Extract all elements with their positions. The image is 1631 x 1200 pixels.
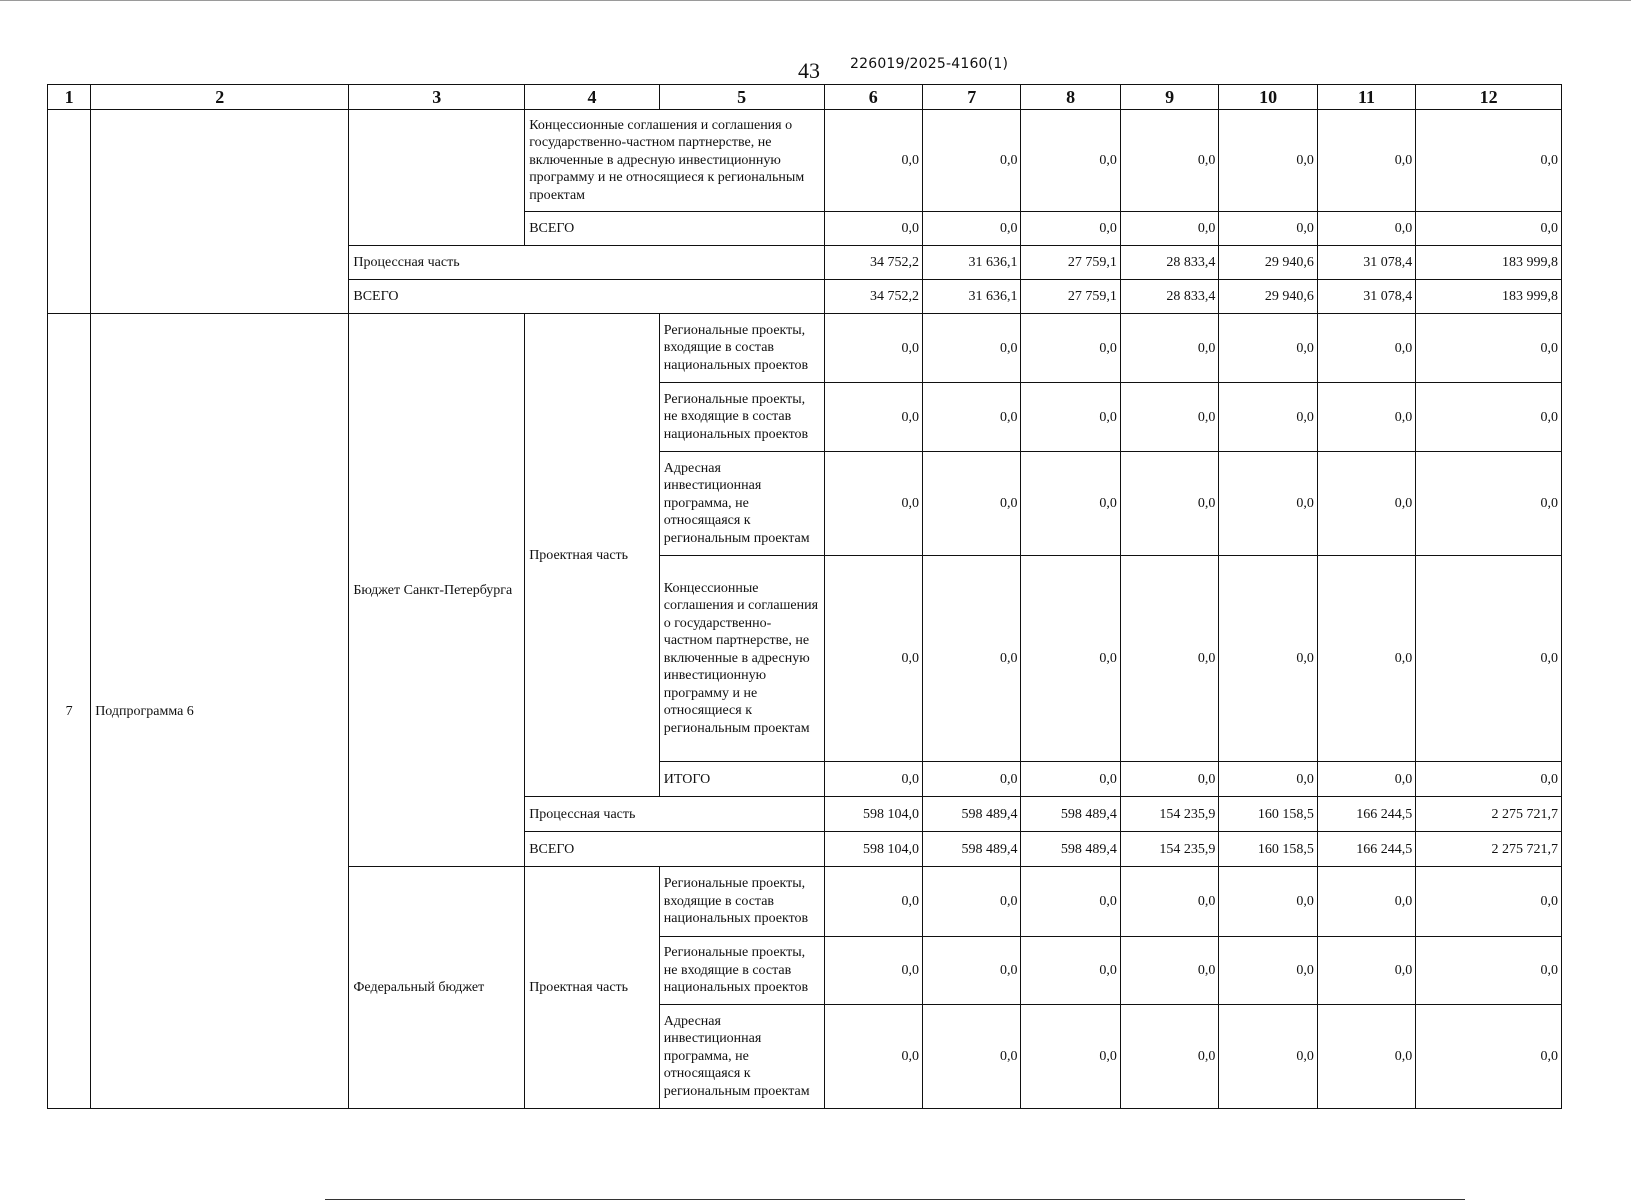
value-cell: 0,0: [824, 314, 922, 383]
value-cell: 0,0: [1317, 937, 1415, 1005]
value-cell: 0,0: [1416, 556, 1562, 762]
table-body: [48, 85, 1562, 1109]
header-cell: 7: [923, 85, 1021, 110]
project-part-label: Проектная часть: [525, 314, 660, 797]
value-cell: 0,0: [1317, 556, 1415, 762]
value-cell: 0,0: [1416, 762, 1562, 797]
value-cell: 0,0: [1120, 314, 1218, 383]
value-cell: 0,0: [1021, 452, 1120, 556]
table-row: [48, 110, 1562, 212]
row-name-cell: [91, 110, 349, 314]
value-cell: 0,0: [923, 867, 1021, 937]
value-cell: 0,0: [824, 937, 922, 1005]
value-cell: 154 235,9: [1120, 797, 1218, 832]
value-cell: 2 275 721,7: [1416, 797, 1562, 832]
row-label: Адресная инвестиционная программа, не относящаяся к региональным проектам: [659, 1005, 824, 1109]
row-label: Концессионные соглашения и соглашения о государственно-частном партнерстве, не включенные в адресную инвестиционную программу и не относящиеся к региональным проектам: [659, 556, 824, 762]
document-id: 226019/2025-4160(1): [850, 56, 1009, 72]
value-cell: 598 104,0: [824, 832, 922, 867]
value-cell: 0,0: [1219, 314, 1317, 383]
value-cell: 0,0: [923, 452, 1021, 556]
value-cell: 160 158,5: [1219, 797, 1317, 832]
row-label: ВСЕГО: [349, 280, 824, 314]
value-cell: 27 759,1: [1021, 280, 1120, 314]
value-cell: 160 158,5: [1219, 832, 1317, 867]
value-cell: 0,0: [1317, 383, 1415, 452]
value-cell: 0,0: [1120, 867, 1218, 937]
row-label: Региональные проекты, входящие в состав национальных проектов: [659, 867, 824, 937]
value-cell: 166 244,5: [1317, 832, 1415, 867]
row-label: ИТОГО: [659, 762, 824, 797]
value-cell: 0,0: [923, 556, 1021, 762]
header-cell: 11: [1317, 85, 1415, 110]
value-cell: 183 999,8: [1416, 246, 1562, 280]
value-cell: 0,0: [1416, 110, 1562, 212]
header-cell: 1: [48, 85, 91, 110]
value-cell: 34 752,2: [824, 280, 922, 314]
value-cell: 0,0: [923, 110, 1021, 212]
value-cell: 0,0: [1021, 762, 1120, 797]
value-cell: 0,0: [1416, 452, 1562, 556]
value-cell: 0,0: [1219, 110, 1317, 212]
header-row: [48, 85, 1562, 110]
top-rule: [0, 0, 1631, 1]
value-cell: 166 244,5: [1317, 797, 1415, 832]
value-cell: 0,0: [1021, 110, 1120, 212]
value-cell: 0,0: [1021, 867, 1120, 937]
value-cell: 0,0: [1416, 867, 1562, 937]
value-cell: 2 275 721,7: [1416, 832, 1562, 867]
value-cell: 0,0: [1120, 762, 1218, 797]
header-cell: 8: [1021, 85, 1120, 110]
value-cell: 31 636,1: [923, 280, 1021, 314]
value-cell: 0,0: [1120, 937, 1218, 1005]
subprogram-name: Подпрограмма 6: [91, 314, 349, 1109]
budget-source: Федеральный бюджет: [349, 867, 525, 1109]
header-cell: 9: [1120, 85, 1218, 110]
value-cell: 598 489,4: [1021, 832, 1120, 867]
budget-source: Бюджет Санкт-Петербурга: [349, 314, 525, 867]
row-number-cell: [48, 110, 91, 314]
value-cell: 0,0: [1021, 383, 1120, 452]
value-cell: 0,0: [923, 762, 1021, 797]
row-number-cell: 7: [48, 314, 91, 1109]
value-cell: 0,0: [1021, 1005, 1120, 1109]
value-cell: 0,0: [923, 212, 1021, 246]
value-cell: 0,0: [824, 452, 922, 556]
row-label: Региональные проекты, не входящие в состав национальных проектов: [659, 937, 824, 1005]
value-cell: 0,0: [1021, 212, 1120, 246]
header-cell: 10: [1219, 85, 1317, 110]
value-cell: 183 999,8: [1416, 280, 1562, 314]
row-label: Процессная часть: [349, 246, 824, 280]
project-part-label: Проектная часть: [525, 867, 660, 1109]
row-label: Региональные проекты, не входящие в состав национальных проектов: [659, 383, 824, 452]
value-cell: 0,0: [1120, 556, 1218, 762]
value-cell: 0,0: [824, 212, 922, 246]
value-cell: 0,0: [1021, 937, 1120, 1005]
value-cell: 31 078,4: [1317, 280, 1415, 314]
value-cell: 598 489,4: [923, 797, 1021, 832]
row-label: Концессионные соглашения и соглашения о государственно-частном партнерстве, не включенные в адресную инвестиционную программу и не относящиеся к региональным проектам: [525, 110, 824, 212]
value-cell: 0,0: [1317, 762, 1415, 797]
value-cell: 0,0: [923, 1005, 1021, 1109]
value-cell: 0,0: [1021, 556, 1120, 762]
value-cell: 0,0: [1317, 110, 1415, 212]
value-cell: 0,0: [1416, 1005, 1562, 1109]
value-cell: 0,0: [1120, 452, 1218, 556]
value-cell: 0,0: [1219, 212, 1317, 246]
value-cell: 0,0: [1219, 383, 1317, 452]
header-cell: 6: [824, 85, 922, 110]
value-cell: 0,0: [1219, 556, 1317, 762]
value-cell: 0,0: [1416, 212, 1562, 246]
header-cell: 3: [349, 85, 525, 110]
value-cell: 28 833,4: [1120, 280, 1218, 314]
value-cell: 598 104,0: [824, 797, 922, 832]
budget-cell: [349, 110, 525, 246]
budget-table: [47, 84, 1562, 1109]
value-cell: 0,0: [1219, 867, 1317, 937]
value-cell: 0,0: [1219, 452, 1317, 556]
header-cell: 12: [1416, 85, 1562, 110]
value-cell: 0,0: [1317, 867, 1415, 937]
value-cell: 31 078,4: [1317, 246, 1415, 280]
value-cell: 0,0: [923, 383, 1021, 452]
value-cell: 598 489,4: [1021, 797, 1120, 832]
row-label: Процессная часть: [525, 797, 824, 832]
page-number: 43: [798, 58, 820, 83]
value-cell: 29 940,6: [1219, 280, 1317, 314]
value-cell: 0,0: [1317, 1005, 1415, 1109]
header-cell: 4: [525, 85, 660, 110]
row-label: Адресная инвестиционная программа, не относящаяся к региональным проектам: [659, 452, 824, 556]
value-cell: 154 235,9: [1120, 832, 1218, 867]
value-cell: 0,0: [824, 867, 922, 937]
value-cell: 0,0: [824, 383, 922, 452]
value-cell: 27 759,1: [1021, 246, 1120, 280]
value-cell: 28 833,4: [1120, 246, 1218, 280]
value-cell: 29 940,6: [1219, 246, 1317, 280]
header-cell: 2: [91, 85, 349, 110]
value-cell: 0,0: [1120, 1005, 1218, 1109]
value-cell: 0,0: [1416, 314, 1562, 383]
row-label: ВСЕГО: [525, 832, 824, 867]
value-cell: 0,0: [1120, 212, 1218, 246]
value-cell: 0,0: [1317, 314, 1415, 383]
value-cell: 34 752,2: [824, 246, 922, 280]
row-label: Региональные проекты, входящие в состав национальных проектов: [659, 314, 824, 383]
value-cell: 0,0: [923, 937, 1021, 1005]
value-cell: 31 636,1: [923, 246, 1021, 280]
value-cell: 0,0: [1219, 1005, 1317, 1109]
value-cell: 0,0: [1021, 314, 1120, 383]
value-cell: 0,0: [1317, 452, 1415, 556]
value-cell: 0,0: [1120, 383, 1218, 452]
value-cell: 598 489,4: [923, 832, 1021, 867]
value-cell: 0,0: [1120, 110, 1218, 212]
value-cell: 0,0: [1317, 212, 1415, 246]
value-cell: 0,0: [824, 556, 922, 762]
value-cell: 0,0: [824, 1005, 922, 1109]
value-cell: 0,0: [1219, 937, 1317, 1005]
value-cell: 0,0: [923, 314, 1021, 383]
value-cell: 0,0: [1219, 762, 1317, 797]
value-cell: 0,0: [1416, 937, 1562, 1005]
header-cell: 5: [659, 85, 824, 110]
value-cell: 0,0: [824, 762, 922, 797]
table-row: [48, 314, 1562, 383]
row-label: ВСЕГО: [525, 212, 824, 246]
value-cell: 0,0: [1416, 383, 1562, 452]
value-cell: 0,0: [824, 110, 922, 212]
